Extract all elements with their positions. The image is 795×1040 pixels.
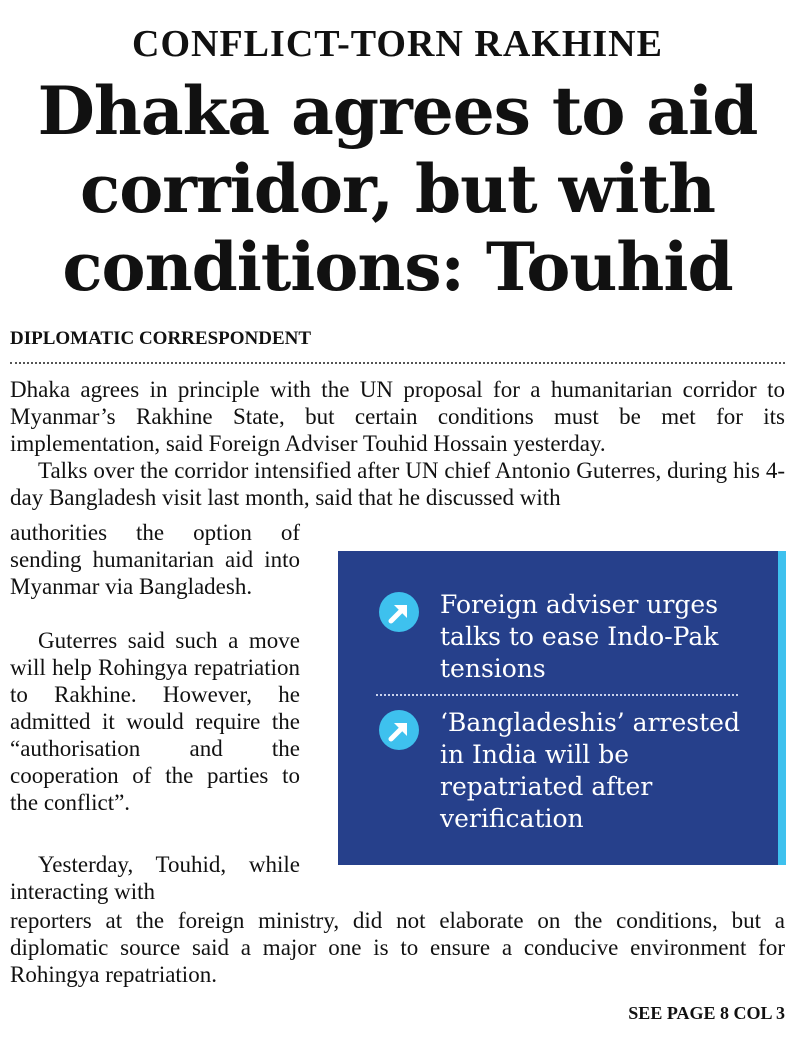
headline-line: Dhaka agrees to aid (37, 72, 758, 150)
headline-line: corridor, but with (80, 150, 715, 228)
kicker: CONFLICT-TORN RAKHINE (132, 23, 663, 65)
body-paragraph: reporters at the foreign ministry, did not elaborate on the conditions, but a diplomatic source said a major one is to ensure a conducive environment for Rohingya repatriation. (10, 908, 785, 987)
continuation-note: SEE PAGE 8 COL 3 (628, 1003, 785, 1023)
body-paragraph: authorities the option of sending humanitarian aid into Myanmar via Bangladesh. (10, 520, 300, 599)
body-paragraph: Dhaka agrees in principle with the UN proposal for a humanitarian corridor to Myanmar’s Rakhine State, but certain conditions must be met for its implementation, said Foreign Adviser Touhid Hossain yesterday. (10, 377, 785, 456)
headline (0, 72, 795, 306)
body-paragraph: Yesterday, Touhid, while interacting with (10, 852, 300, 904)
related-story-text: Foreign adviser urges talks to ease Indo-Pak tensions (440, 590, 719, 683)
arrow-circle-icon (378, 709, 420, 751)
accent-bar (778, 551, 786, 865)
body-paragraph: Guterres said such a move will help Rohingya repatriation to Rakhine. However, he admitted it would require the “authorisation and the cooperation of the parties to the conflict”. (10, 628, 300, 815)
byline: DIPLOMATIC CORRESPONDENT (10, 328, 312, 349)
related-stories-box (338, 551, 778, 865)
dotted-divider (376, 694, 738, 696)
related-story-text: ‘Bangladeshis’ arrested in India will be repatriated after verification (440, 708, 740, 833)
dotted-divider (10, 362, 785, 364)
headline-line: conditions: Touhid (62, 228, 733, 306)
body-paragraph: Talks over the corridor intensified after UN chief Antonio Guterres, during his 4-day Bangladesh visit last month, said that he discussed with (10, 458, 785, 510)
arrow-circle-icon (378, 591, 420, 633)
